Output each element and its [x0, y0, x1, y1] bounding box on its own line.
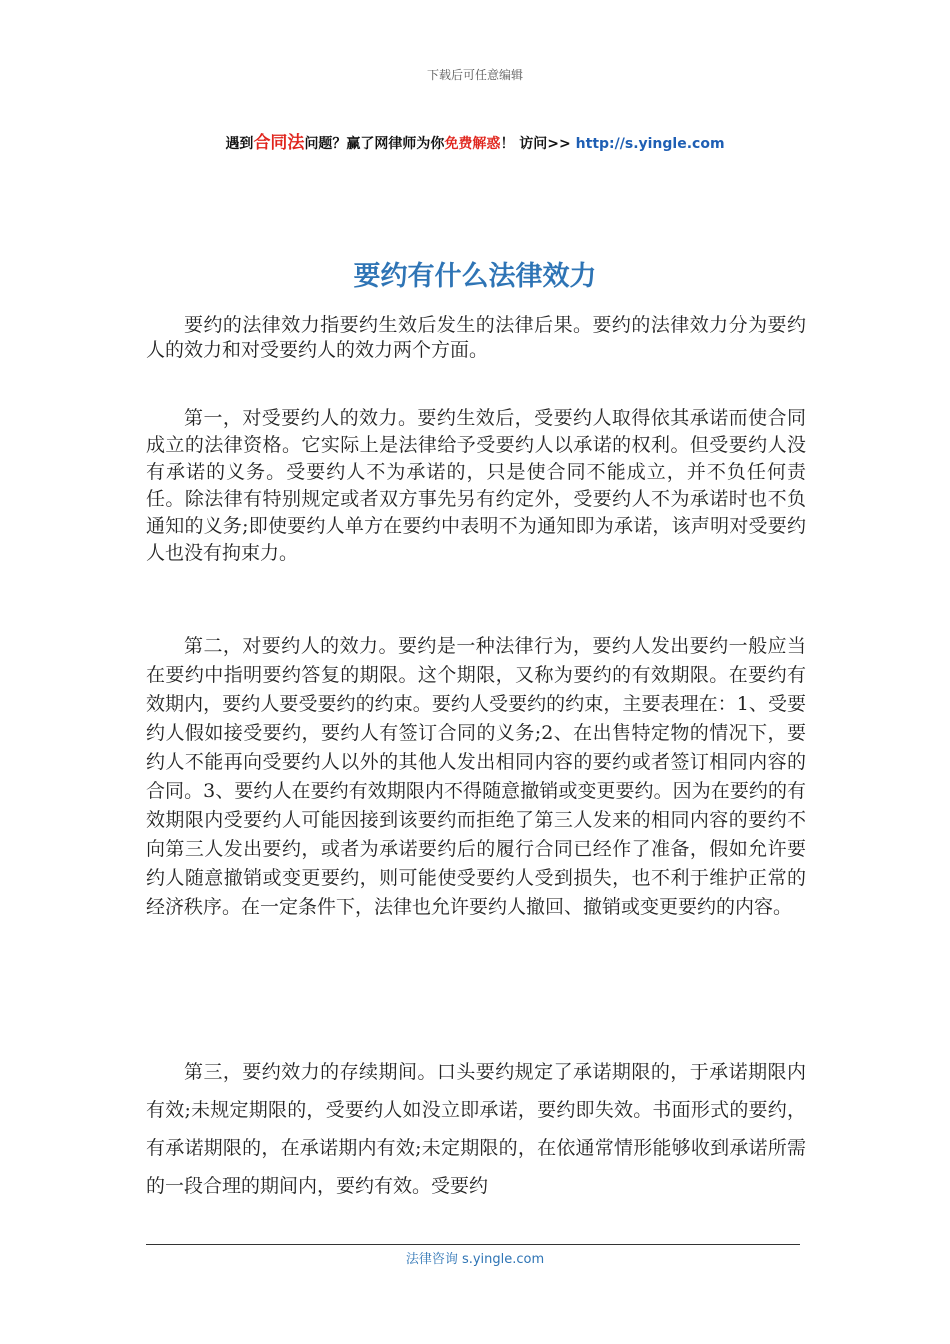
banner-text-2: 问题？赢了网律师为你: [304, 136, 445, 152]
banner-text-1: 遇到: [225, 136, 254, 152]
banner-text-3: ！ 访问>>: [500, 136, 576, 152]
footer-divider: [146, 1244, 800, 1245]
promo-banner: [0, 128, 950, 153]
paragraph-intro: 要约的法律效力指要约生效后发生的法律后果。要约的法律效力分为要约人的效力和对受要约人的效力两个方面。: [146, 314, 806, 361]
paragraph-first: 第一，对受要约人的效力。要约生效后，受要约人取得依其承诺而使合同成立的法律资格。它实际上是法律给予受要约人以承诺的权利。但受要约人没有承诺的义务。受要约人不为承诺的，只是使合同不能成立，并不负任何责任。除法律有特别规定或者双方事先另有约定外，受要约人不为承诺时也不负通知的义务;即使要约人单方在要约中表明不为通知即为承诺，该声明对受要约人也没有拘束力。: [146, 407, 806, 564]
paragraph-second: 第二，对要约人的效力。要约是一种法律行为，要约人发出要约一般应当在要约中指明要约答复的期限。这个期限，又称为要约的有效期限。在要约有效期内，要约人要受要约的约束。要约人受要约的约束，主要表理在：1、受要约人假如接受要约，要约人有签订合同的义务;2、在出售特定物的情况下，要约人不能再向受要约人以外的其他人发出相同内容的要约或者签订相同内容的合同。3、要约人在要约有效期限内不得随意撤销或变更要约。因为在要约的有效期限内受要约人可能因接到该要约而拒绝了第三人发来的相同内容的要约不向第三人发出要约，或者为承诺要约后的履行合同已经作了准备，假如允许要约人随意撤销或变更要约，则可能使受要约人受到损失，也不利于维护正常的经济秩序。在一定条件下，法律也允许要约人撤回、撤销或变更要约的内容。: [146, 635, 806, 918]
banner-link[interactable]: http://s.yingle.com: [575, 136, 725, 152]
banner-highlight-contract-law: 合同法: [253, 133, 305, 153]
footer-text[interactable]: 法律咨询 s.yingle.com: [405, 1252, 545, 1267]
document-title: 要约有什么法律效力: [353, 261, 597, 292]
header-note: 下载后可任意编辑: [426, 68, 523, 82]
banner-highlight-free: 免费解惑: [444, 136, 501, 152]
paragraph-third: 第三，要约效力的存续期间。口头要约规定了承诺期限的，于承诺期限内有效;未规定期限的，受要约人如没立即承诺，要约即失效。书面形式的要约，有承诺期限的，在承诺期内有效;未定期限的，在依通常情形能够收到承诺所需的一段合理的期间内，要约有效。受要约: [146, 1061, 806, 1197]
